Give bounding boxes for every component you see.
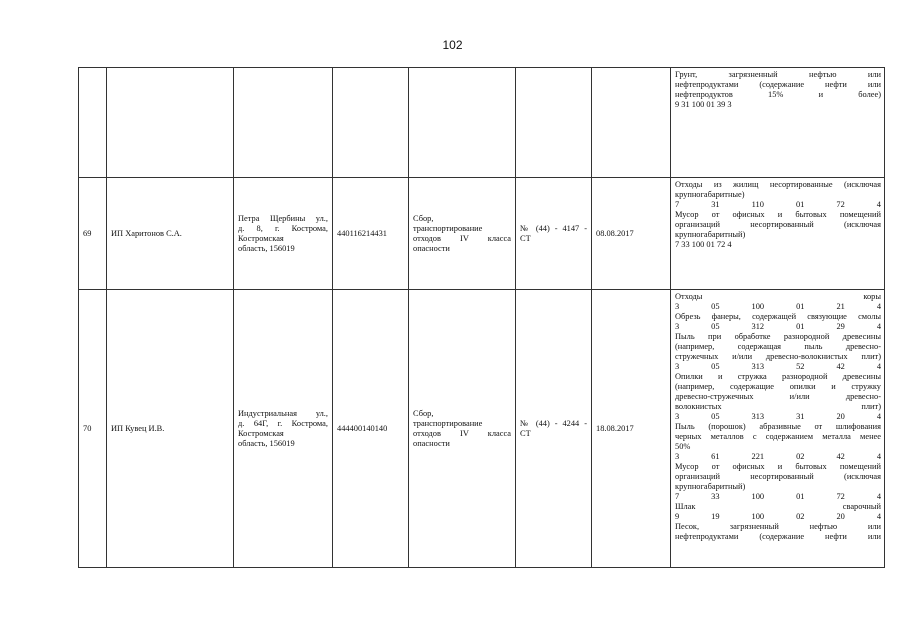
waste-line: Шлак сварочный xyxy=(675,502,881,511)
activity-cell-line: Сбор, xyxy=(413,408,434,418)
address-cell-line: д. 8, г. Кострома, xyxy=(238,223,328,233)
activity-cell-line: отходов IV класса xyxy=(413,428,511,438)
entrepreneur-name-cell xyxy=(107,68,234,178)
license-number-cell xyxy=(516,290,592,568)
waste-line: древесно-стружечных и/или древесно- xyxy=(675,392,881,401)
waste-line: крупногабаритный) xyxy=(675,482,746,491)
waste-line: Обрезь фанеры, содержащей связующие смолы xyxy=(675,312,881,321)
waste-line: (например, содержащая пыль древесно- xyxy=(675,342,881,351)
waste-line: 7 31 110 01 72 4 xyxy=(675,200,881,209)
waste-types-cell xyxy=(671,290,885,568)
waste-line: 50% xyxy=(675,442,691,451)
address-cell xyxy=(234,178,333,290)
table-row xyxy=(79,290,885,568)
waste-license-registry-table xyxy=(78,67,885,568)
activity-cell-line: Сбор, xyxy=(413,213,434,223)
waste-line: организаций несортированный (исключая xyxy=(675,220,881,229)
address-cell-line: д. 64Г, г. Кострома, xyxy=(238,418,328,428)
activity-cell-line: отходов IV класса xyxy=(413,233,511,243)
waste-line: нефтепродуктов 15% и более) xyxy=(675,90,881,99)
activity-cell-line: транспортирование xyxy=(413,418,483,428)
waste-line: организаций несортированный (исключая xyxy=(675,472,881,481)
waste-line: 7 33 100 01 72 4 xyxy=(675,240,732,249)
inn-cell xyxy=(333,68,409,178)
waste-line: Пыль (порошок) абразивные от шлифования xyxy=(675,422,881,431)
row-number-cell xyxy=(79,68,107,178)
activity-cell-line: опасности xyxy=(413,243,450,253)
entrepreneur-name-cell: ИП Кувец И.В. xyxy=(107,290,234,568)
activity-cell xyxy=(409,178,516,290)
waste-line: Мусор от офисных и бытовых помещений xyxy=(675,462,881,471)
waste-line: 3 61 221 02 42 4 xyxy=(675,452,881,461)
waste-line: крупногабаритные) xyxy=(675,190,745,199)
waste-line: волокнистых плит) xyxy=(675,402,881,411)
inn-cell: 444400140140 xyxy=(333,290,409,568)
waste-line: 3 05 312 01 29 4 xyxy=(675,322,881,331)
license-number-cell-line: № (44) - 4147 - xyxy=(520,223,587,233)
waste-line: 3 05 100 01 21 4 xyxy=(675,302,881,311)
waste-line: 3 05 313 52 42 4 xyxy=(675,362,881,371)
waste-line: 7 33 100 01 72 4 xyxy=(675,492,881,501)
waste-line: 9 19 100 02 20 4 xyxy=(675,512,881,521)
address-cell-line: Костромская xyxy=(238,233,284,243)
activity-cell-line: транспортирование xyxy=(413,223,483,233)
address-cell-line: Индустриальная ул., xyxy=(238,408,328,418)
license-date-cell: 18.08.2017 xyxy=(592,290,671,568)
row-number-cell: 70 xyxy=(79,290,107,568)
waste-line: нефтепродуктами (содержание нефти или xyxy=(675,532,881,541)
license-number-cell-line: СТ xyxy=(520,233,531,243)
row-number-cell: 69 xyxy=(79,178,107,290)
inn-cell: 440116214431 xyxy=(333,178,409,290)
table-row xyxy=(79,68,885,178)
license-number-cell xyxy=(516,178,592,290)
address-cell-line: область, 156019 xyxy=(238,243,295,253)
activity-cell xyxy=(409,68,516,178)
license-number-cell xyxy=(516,68,592,178)
waste-line: стружечных и/или древесно-волокнистых плит) xyxy=(675,352,881,361)
activity-cell xyxy=(409,290,516,568)
waste-line: Отходы коры xyxy=(675,292,881,301)
table-row xyxy=(79,178,885,290)
license-date-cell: 08.08.2017 xyxy=(592,178,671,290)
waste-line: нефтепродуктами (содержание нефти или xyxy=(675,80,881,89)
waste-line: Песок, загрязненный нефтью или xyxy=(675,522,881,531)
waste-line: Опилки и стружка разнородной древесины xyxy=(675,372,881,381)
waste-line: Отходы из жилищ несортированные (исключая xyxy=(675,180,881,189)
license-date-cell xyxy=(592,68,671,178)
address-cell-line: Петра Щербины ул., xyxy=(238,213,328,223)
page-number: 102 xyxy=(442,38,463,52)
address-cell xyxy=(234,68,333,178)
license-number-cell-line: СТ xyxy=(520,428,531,438)
waste-types-cell xyxy=(671,68,885,178)
waste-types-cell xyxy=(671,178,885,290)
waste-line: 9 31 100 01 39 3 xyxy=(675,100,732,109)
waste-line: (например, содержащие опилки и стружку xyxy=(675,382,881,391)
address-cell xyxy=(234,290,333,568)
entrepreneur-name-cell: ИП Харитонов С.А. xyxy=(107,178,234,290)
license-number-cell-line: № (44) - 4244 - xyxy=(520,418,587,428)
waste-line: 3 05 313 31 20 4 xyxy=(675,412,881,421)
activity-cell-line: опасности xyxy=(413,438,450,448)
waste-line: черных металлов с содержанием металла менее xyxy=(675,432,881,441)
address-cell-line: область, 156019 xyxy=(238,438,295,448)
address-cell-line: Костромская xyxy=(238,428,284,438)
waste-line: крупногабаритный) xyxy=(675,230,746,239)
waste-line: Мусор от офисных и бытовых помещений xyxy=(675,210,881,219)
waste-line: Грунт, загрязненный нефтью или xyxy=(675,70,881,79)
waste-line: Пыль при обработке разнородной древесины xyxy=(675,332,881,341)
